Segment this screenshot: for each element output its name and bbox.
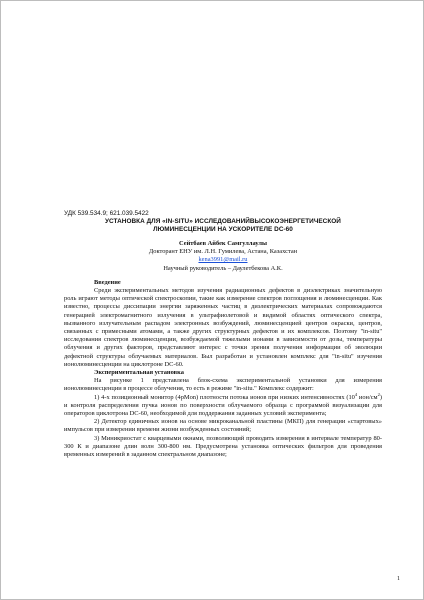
- setup-paragraph: На рисунке 1 представлена блок-схема экспериментальной установки для измерения ионолюминесценции в процессе облучения, то есть в режиме "in-situ." Комплекс содержит:: [64, 377, 382, 393]
- setup-heading: Экспериментальная установка: [94, 369, 184, 377]
- intro-paragraph: Среди экспериментальных методов изучения радиационных дефектов в диэлектриках значительную роль играют методы оптической спектроскопии, такие как измерение спектров поглощения и люминесценции. Как известно, процессы диссипации энергии заряженных частиц в диэлектрических материалах сопровождаются генерацией электромагнитного излучения в ультрафиолетовой и видимой областях оптического спектра, вызванного излучательным распадом электронных возбуждений, люминесценцией центров окраски, центров, связанных с примесными атомами, а также других структурных дефектов и их комплексов. Поэтому "in-situ" исследования спектров люминесценции, возбуждаемой тяжелыми ионами в зависимости от дозы, температуры облучения и других факторов, представляют интерес с точки зрения получения информации об эволюции дефектной структуры облучаемых материалов. Был разработан и установлен комплекс для "in-situ" изучения ионолюминесценции на циклотроне DC-60.: [64, 287, 382, 368]
- author-affiliation: Докторант ЕНУ им. Л.Н. Гумилева, Астана, Казахстан: [148, 248, 298, 256]
- setup-item-1-part-c: ) и контроля распределения пучка ионов по поверхности облучаемого образца с программой визуализации для операторов циклотрона DC-60, необходимой для поддержания заданных условий эксперимента;: [64, 393, 382, 418]
- supervisor: Научный руководитель – Даулетбекова А.К.: [163, 264, 283, 272]
- intro-heading: Введение: [94, 278, 121, 286]
- author-email-link[interactable]: kena3991@mail.ru: [198, 256, 248, 264]
- setup-item-2: 2) Детектор единичных ионов на основе микроканальной пластины (МКП) для генерации «стартовых» импульсов при измерении времени жизни возбужденных состояний;: [64, 418, 382, 434]
- setup-item-1-sup-1: 4: [354, 391, 358, 397]
- paper-title: [64, 218, 382, 234]
- setup-item-3: 3) Миникриостат с кварцевыми окнами, позволяющий проводить измерения в интервале температур 80-300 К и диапазоне длин волн 300-800 нм. Предусмотрена установка оптических фильтров для проведения временных измерений в заданном спектральном диапазоне;: [64, 434, 382, 459]
- setup-item-1: [64, 391, 382, 419]
- setup-item-1-part-b: ион/см: [357, 393, 378, 401]
- udc-code: УДК 539.534.9; 621.039.5422: [64, 210, 149, 217]
- document-body: [64, 210, 382, 459]
- author-block: [64, 240, 382, 273]
- setup-item-1-sup-2: 2: [377, 391, 380, 397]
- author-name: Сейтбаев Айбек Самгуллаулы: [179, 240, 267, 247]
- paper-title-line-1: УСТАНОВКА ДЛЯ «IN-SITU» ИССЛЕДОВАНИЙВЫСОКОЭНЕРГЕТИЧЕСКОЙ: [105, 218, 341, 225]
- setup-item-1-part-a: 1) 4-х позиционный монитор (4pMon) плотности потока ионов при низких интенсивностях (10: [94, 393, 355, 401]
- paper-title-line-2: ЛЮМИНЕСЦЕНЦИИ НА УСКОРИТЕЛЕ DC-60: [153, 226, 293, 233]
- page-number: 1: [397, 576, 400, 582]
